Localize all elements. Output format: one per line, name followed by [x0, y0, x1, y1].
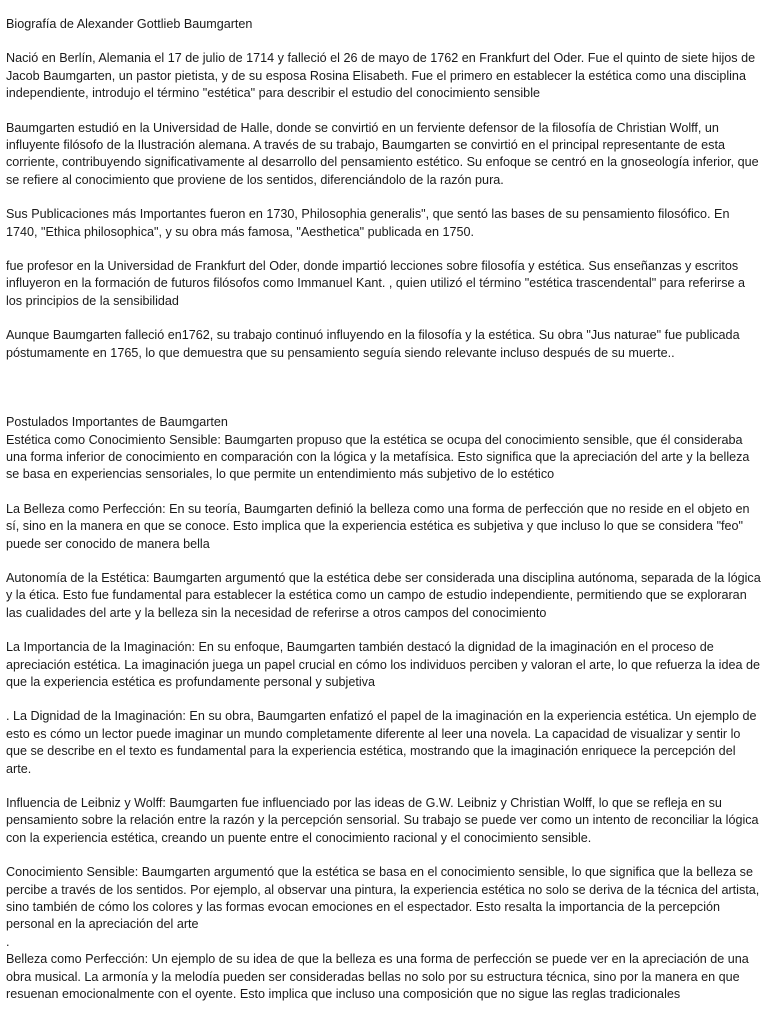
ejemplo-2: Belleza como Perfección: Un ejemplo de su idea de que la belleza es una forma de perfección se puede ver en la apreciación de una obra musical. La armonía y la melodía pueden ser consideradas bellas no solo por su estructura técnica, sino por la manera en que resuenan emocionalmente con el oyente. Esto implica que incluso una composición que no sigue las reglas tradicionales: [6, 952, 749, 1002]
postulado-3: Autonomía de la Estética: Baumgarten argumentó que la estética debe ser considerada una disciplina autónoma, separada de la lógica y la ética. Esto fue fundamental para establecer la estética como un campo de estudio independiente, permitiendo que se exploraran las cualidades del arte y la belleza sin la necesidad de referirse a otros campos del conocimiento: [6, 570, 761, 620]
bio-paragraph-5: Aunque Baumgarten falleció en1762, su trabajo continuó influyendo en la filosofía y la estética. Su obra "Jus naturae" fue publicada póstumamente en 1765, lo que demuestra que su pensamiento seguía siendo relevante incluso después de su muerte..: [6, 328, 740, 360]
postulado-4: La Importancia de la Imaginación: En su enfoque, Baumgarten también destacó la dignidad de la imaginación en el proceso de apreciación estética. La imaginación juega un papel crucial en cómo los individuos perciben y valoran el arte, lo que refuerza la idea de que la experiencia estética es profundamente personal y subjetiva: [6, 640, 760, 689]
bio-paragraph-1: Nació en Berlín, Alemania el 17 de julio de 1714 y falleció el 26 de mayo de 1762 en Frankfurt del Oder. Fue el quinto de siete hijos de Jacob Baumgarten, un pastor pietista, y de su esposa Rosina Elisabeth. Fue el primero en establecer la estética como una disciplina independiente, introdujo el término "estética" para describir el estudio del conocimiento sensible: [6, 51, 756, 101]
postulado-6: Influencia de Leibniz y Wolff: Baumgarten fue influenciado por las ideas de G.W. Leibniz y Christian Wolff, lo que se refleja en su pensamiento sobre la relación entre la razón y la percepción sensorial. Su trabajo se puede ver como un intento de reconciliar la lógica con la experiencia estética, creando un puente entre el conocimiento racional y el conocimiento sensible.: [6, 796, 759, 845]
postulado-5: . La Dignidad de la Imaginación: En su obra, Baumgarten enfatizó el papel de la imaginación en la experiencia estética. Un ejemplo de esto es cómo un lector puede imaginar un mundo completamente diferente al leer una novela. La capacidad de visualizar y sentir lo que se describe en el texto es fundamental para la experiencia estética, mostrando que la imaginación enriquece la percepción del arte.: [6, 709, 757, 776]
document-title: Biografía de Alexander Gottlieb Baumgarten: [6, 17, 253, 31]
bio-paragraph-4: fue profesor en la Universidad de Frankfurt del Oder, donde impartió lecciones sobre filosofía y estética. Sus enseñanzas y escritos influyeron en la formación de futuros filósofos como Immanuel Kant. , quien utilizó el término "estética trascendental" para referirse a los principios de la sensibilidad: [6, 259, 746, 308]
bio-paragraph-2: Baumgarten estudió en la Universidad de Halle, donde se convirtió en un ferviente defensor de la filosofía de Christian Wolff, un influyente filósofo de la Ilustración alemana. A través de su trabajo, Baumgarten se convirtió en el principal representante de esta corriente, contribuyendo significativamente al desarrollo del pensamiento estético. Su enfoque se centró en la gnoseología inferior, que se refiere al conocimiento que proviene de los sentidos, diferenciándolo de la razón pura.: [6, 120, 759, 187]
postulados-heading: Postulados Importantes de Baumgarten: [6, 415, 228, 430]
document-page: [6, 16, 764, 1003]
ejemplo-1: Conocimiento Sensible: Baumgarten argumentó que la estética se basa en el conocimiento sensible, lo que significa que la belleza se percibe a través de los sentidos. Por ejemplo, al observar una pintura, la experiencia estética no solo se deriva de la técnica del artista, sino también de cómo los colores y las formas evocan emociones en el espectador. Esto resalta la importancia de la percepción personal en la apreciación del arte: [6, 865, 760, 932]
postulado-1: Estética como Conocimiento Sensible: Baumgarten propuso que la estética se ocupa del conocimiento sensible, que él consideraba una forma inferior de conocimiento en comparación con la lógica y la metafísica. Esto significa que la apreciación del arte y la belleza se basa en experiencias sensoriales, lo que permite un entendimiento más subjetivo de lo estético: [6, 432, 750, 482]
ejemplo-separator: .: [6, 934, 10, 949]
postulado-2: La Belleza como Perfección: En su teoría, Baumgarten definió la belleza como una forma de perfección que no reside en el objeto en sí, sino en la manera en que se conoce. Esto implica que la experiencia estética es subjetiva y que incluso lo que se considera "feo" puede ser conocido de manera bella: [6, 501, 750, 551]
bio-paragraph-3: Sus Publicaciones más Importantes fueron en 1730, Philosophia generalis", que sentó las bases de su pensamiento filosófico. En 1740, "Ethica philosophica", y su obra más famosa, "Aesthetica" publicada en 1750.: [6, 207, 730, 239]
